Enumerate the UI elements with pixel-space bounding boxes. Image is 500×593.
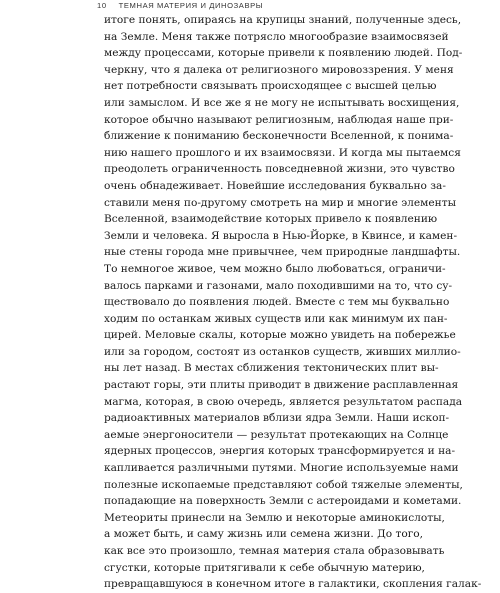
body-text [104, 12, 482, 593]
text-line: Земли и человека. Я выросла в Нью-Йорке, в Квинсе, и камен- [104, 229, 458, 242]
text-line: Вселенной, взаимодействие которых привело к появлению [104, 213, 438, 226]
text-line: нет потребности связывать происходящее с высшей целью [104, 80, 437, 93]
text-line: или замыслом. И все же я не могу не испытывать восхищения, [104, 96, 460, 109]
text-line: магма, которая, в свою очередь, является результатом распада [104, 395, 463, 408]
text-line: ставили меня по-другому смотреть на мир и многие элементы [104, 196, 457, 209]
text-line: преодолеть ограниченность повседневной жизни, это чувство [104, 163, 455, 176]
text-line: ходим по останкам живых существ или как минимум их пан- [104, 312, 448, 325]
text-line: аемые энергоносители — результат протекающих на Солнце [104, 428, 449, 441]
text-line: или за городом, состоят из останков существ, живших миллио- [104, 345, 461, 358]
text-line: превращавшуюся в конечном итоге в галактики, скопления галак- [104, 578, 482, 591]
page-number: 10 [97, 1, 107, 10]
text-line: нию нашего прошлого и их взаимосвязи. И когда мы пытаемся [104, 146, 461, 159]
text-line: цирей. Меловые скалы, которые можно увидеть на побережье [104, 329, 456, 342]
text-line: валось парками и газонами, мало походившими на то, что су- [104, 279, 453, 292]
text-line: ядерных процессов, энергия которых трансформируется и на- [104, 445, 456, 458]
text-line: а может быть, и саму жизнь или семена жизни. До того, [104, 528, 424, 541]
text-line: сгустки, которые притягивали к себе обычную материю, [104, 561, 425, 574]
running-head [97, 1, 263, 10]
text-line: между процессами, которые привели к появлению людей. Под- [104, 47, 463, 60]
text-line: радиоактивных материалов вблизи ядра Земли. Наши ископ- [104, 412, 450, 425]
text-line: черкну, что я далека от религиозного мировоззрения. У меня [104, 63, 454, 76]
text-line: ществовало до появления людей. Вместе с тем мы буквально [104, 296, 450, 309]
text-line: очень обнадеживает. Новейшие исследования буквально за- [104, 179, 446, 192]
text-line: ные стены города мне привычнее, чем природные ландшафты. [104, 246, 461, 259]
text-line: растают горы, эти плиты приводит в движение расплавленная [104, 379, 459, 392]
text-line: попадающие на поверхность Земли с астероидами и кометами. [104, 495, 462, 508]
text-line: полезные ископаемые представляют собой тяжелые элементы, [104, 478, 463, 491]
text-line: капливается различными путями. Многие используемые нами [104, 462, 459, 475]
text-line: которое обычно называют религиозным, наблюдая наше при- [104, 113, 454, 126]
text-line: ближение к пониманию бесконечности Вселенной, к понима- [104, 130, 454, 143]
text-line: как все это произошло, темная материя стала образовывать [104, 545, 445, 557]
chapter-title: ТЕМНАЯ МАТЕРИЯ И ДИНОЗАВРЫ [118, 1, 264, 10]
text-line: То немногое живое, чем можно было любоваться, ограничи- [104, 262, 446, 275]
text-line: Метеориты принесли на Землю и некоторые аминокислоты, [104, 511, 445, 524]
text-line: ны лет назад. В местах сближения тектонических плит вы- [104, 362, 439, 375]
text-line: итоге понять, опираясь на крупицы знаний, полученные здесь, [104, 14, 462, 26]
text-line: на Земле. Меня также потрясло многообразие взаимосвязей [104, 30, 449, 43]
